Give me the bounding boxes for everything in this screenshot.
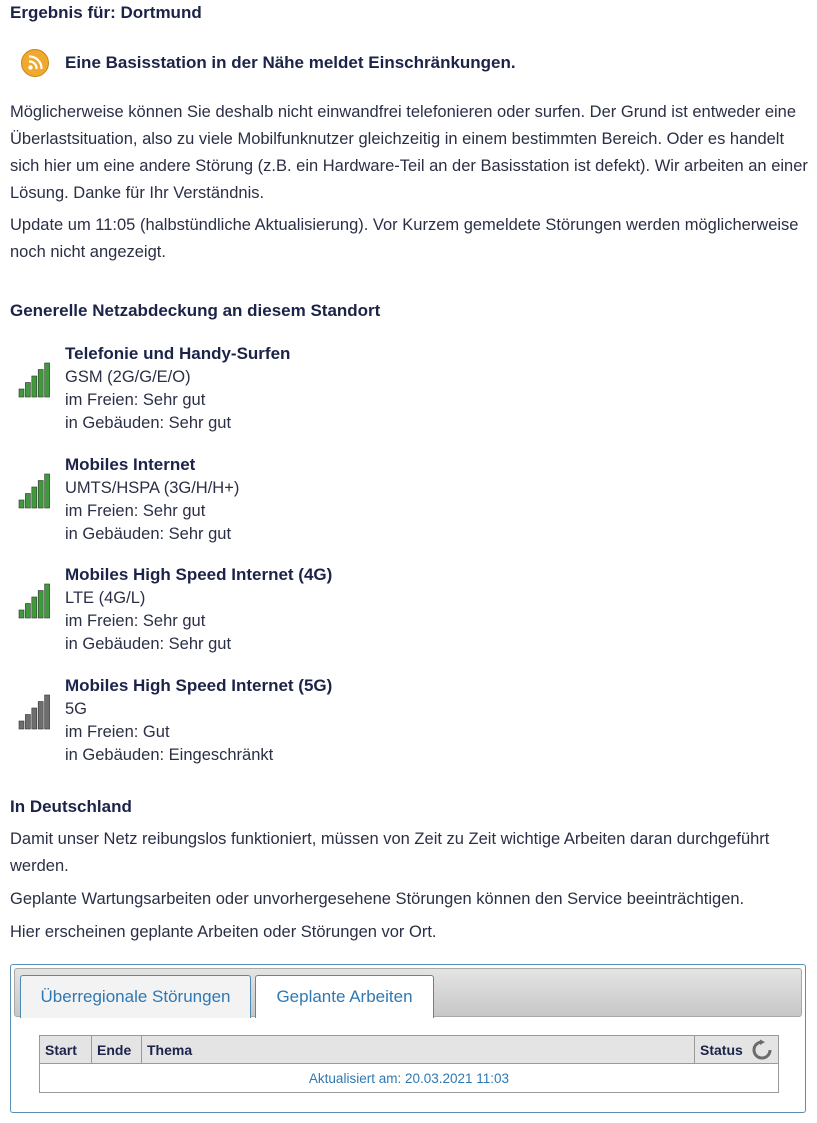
- signal-bar: [32, 487, 37, 508]
- coverage-tech: LTE (4G/L): [65, 589, 146, 607]
- signal-bar: [32, 376, 37, 397]
- signal-bar: [45, 363, 50, 397]
- tab-national-disruptions[interactable]: Überregionale Störungen: [20, 975, 251, 1018]
- germany-paragraph: Damit unser Netz reibungslos funktioniert, müssen von Zeit zu Zeit wichtige Arbeiten daran durchgeführt werden.: [10, 830, 770, 875]
- signal-bars-icon: [18, 473, 52, 509]
- signal-bar: [19, 500, 24, 508]
- signal-bars-icon: [18, 362, 52, 398]
- signal-warning-icon: [20, 48, 50, 78]
- table-row: [40, 1064, 779, 1093]
- germany-paragraph: Geplante Wartungsarbeiten oder unvorhergesehene Störungen können den Service beeinträchtigen.: [10, 890, 745, 908]
- coverage-indoor: in Gebäuden: Sehr gut: [65, 635, 232, 653]
- coverage-heading: Telefonie und Handy-Surfen: [65, 344, 291, 363]
- refresh-icon[interactable]: [751, 1039, 773, 1061]
- coverage-heading: Mobiles High Speed Internet (4G): [65, 565, 333, 584]
- column-header-topic[interactable]: Thema: [142, 1036, 695, 1064]
- signal-bar: [25, 383, 30, 398]
- signal-bar: [19, 721, 24, 729]
- disruptions-table: [39, 1035, 779, 1093]
- info-paragraph: Möglicherweise können Sie deshalb nicht einwandfrei telefonieren oder surfen. Der Grund ist entweder eine Überlastsituation, also zu viele Mobilfunknutzer gleichzeitig in einem bestimmten Bereich. Oder es handelt sich hier um eine andere Störung (z.B. ein Hardware-Teil an der Basisstation ist defekt). Wir arbeiten an einer Lösung. Danke für Ihr Verständnis.: [10, 103, 808, 202]
- signal-bar: [45, 474, 50, 508]
- signal-bar: [38, 370, 43, 398]
- disruptions-panel: [10, 964, 806, 1113]
- tab-planned-work[interactable]: Geplante Arbeiten: [255, 975, 434, 1018]
- coverage-tech: GSM (2G/G/E/O): [65, 368, 191, 386]
- updated-timestamp: Aktualisiert am: 20.03.2021 11:03: [40, 1064, 779, 1093]
- coverage-outdoor: im Freien: Sehr gut: [65, 612, 206, 630]
- signal-bar: [38, 481, 43, 509]
- coverage-heading: Mobiles Internet: [65, 455, 196, 474]
- coverage-outdoor: im Freien: Sehr gut: [65, 502, 206, 520]
- column-header-end[interactable]: Ende: [92, 1036, 142, 1064]
- signal-bars-icon: [18, 583, 52, 619]
- coverage-outdoor: im Freien: Sehr gut: [65, 391, 206, 409]
- coverage-tech: 5G: [65, 700, 88, 718]
- result-title: Ergebnis für: Dortmund: [10, 3, 202, 22]
- column-header-start[interactable]: Start: [40, 1036, 92, 1064]
- column-header-status-label[interactable]: Status: [700, 1041, 743, 1058]
- coverage-tech: UMTS/HSPA (3G/H/H+): [65, 479, 240, 497]
- signal-bar: [32, 597, 37, 618]
- signal-bar: [45, 584, 50, 618]
- germany-title: In Deutschland: [10, 797, 132, 816]
- signal-bar: [19, 389, 24, 397]
- signal-bar: [25, 494, 30, 509]
- coverage-heading: Mobiles High Speed Internet (5G): [65, 676, 333, 695]
- update-paragraph: Update um 11:05 (halbstündliche Aktualisierung). Vor Kurzem gemeldete Störungen werden möglicherweise noch nicht angezeigt.: [10, 216, 799, 261]
- signal-bar: [19, 610, 24, 618]
- signal-bar: [25, 715, 30, 730]
- signal-bars-icon: [18, 694, 52, 730]
- signal-bar: [38, 591, 43, 619]
- coverage-indoor: in Gebäuden: Sehr gut: [65, 414, 232, 432]
- tab-bar: [14, 968, 802, 1017]
- coverage-title: Generelle Netzabdeckung an diesem Standort: [10, 301, 381, 320]
- coverage-indoor: in Gebäuden: Sehr gut: [65, 525, 232, 543]
- signal-bar: [38, 702, 43, 730]
- germany-paragraph: Hier erscheinen geplante Arbeiten oder Störungen vor Ort.: [10, 923, 437, 941]
- signal-bar: [25, 604, 30, 619]
- signal-bar: [32, 708, 37, 729]
- alert-text: Eine Basisstation in der Nähe meldet Einschränkungen.: [65, 53, 516, 72]
- coverage-outdoor: im Freien: Gut: [65, 723, 170, 741]
- signal-bar: [45, 695, 50, 729]
- column-header-status: [695, 1036, 779, 1064]
- alert-banner: [20, 48, 516, 78]
- coverage-indoor: in Gebäuden: Eingeschränkt: [65, 746, 274, 764]
